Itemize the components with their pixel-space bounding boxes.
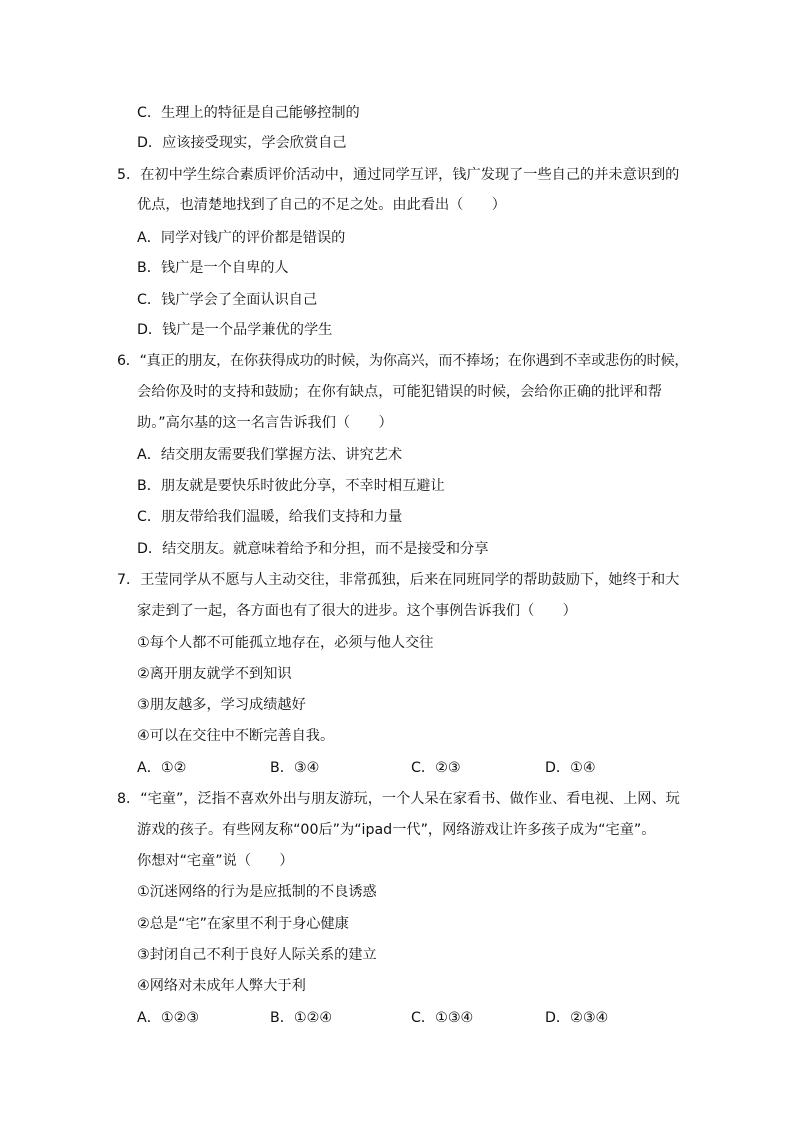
q8-choice-d: D．②③④ <box>545 1010 609 1026</box>
q5-option-a: A．同学对钱广的评价都是错误的 <box>137 230 346 246</box>
q6-stem-line-2: 会给你及时的支持和鼓励；在你有缺点，可能犯错误的时候，会给你正确的批评和帮 <box>137 384 662 400</box>
q7-item-4: ④可以在交往中不断完善自我。 <box>137 728 335 744</box>
q5-option-c: C．钱广学会了全面认识自己 <box>137 292 318 308</box>
q7-choice-b: B．③④ <box>270 760 320 776</box>
q7-item-1: ①每个人都不可能孤立地存在，必须与他人交往 <box>137 635 434 651</box>
q7-choices <box>137 758 596 778</box>
q7-stem-line-1: 7．王莹同学从不愿与人主动交往，非常孤独，后来在同班同学的帮助鼓励下，她终于和大 <box>117 572 680 588</box>
q5-stem-line-2: 优点，也清楚地找到了自己的不足之处。由此看出（ ） <box>137 197 506 213</box>
q8-choice-c: C．①③④ <box>411 1010 474 1026</box>
q8-choice-a: A．①②③ <box>137 1010 200 1026</box>
q6-option-b: B．朋友就是要快乐时彼此分享，不幸时相互避让 <box>137 478 445 494</box>
q8-item-2: ②总是“宅”在家里不利于身心健康 <box>137 916 349 932</box>
q8-stem-line-1: 8．“宅童”，泛指不喜欢外出与朋友游玩，一个人呆在家看书、做作业、看电视、上网、玩 <box>117 791 680 807</box>
q8-choice-b: B．①②④ <box>270 1010 333 1026</box>
q6-stem-line-1: 6．“真正的朋友，在你获得成功的时候，为你高兴，而不捧场；在你遇到不幸或悲伤的时候， <box>117 353 689 369</box>
q4-option-d: D．应该接受现实，学会欣赏自己 <box>137 135 347 151</box>
q5-option-d: D．钱广是一个品学兼优的学生 <box>137 322 333 338</box>
q8-choices <box>137 1008 608 1028</box>
q8-item-4: ④网络对未成年人弊大于利 <box>137 978 306 994</box>
q8-item-1: ①沉迷网络的行为是应抵制的不良诱惑 <box>137 884 377 900</box>
q7-choice-a: A．①② <box>137 760 187 776</box>
q8-item-3: ③封闭自己不利于良好人际关系的建立 <box>137 947 377 963</box>
q5-stem-line-1: 5．在初中学生综合素质评价活动中，通过同学互评，钱广发现了一些自己的并未意识到的 <box>117 167 680 183</box>
q7-choice-c: C．②③ <box>411 760 461 776</box>
q7-stem-line-2: 家走到了一起，各方面也有了很大的进步。这个事例告诉我们（ ） <box>137 603 577 619</box>
q6-option-c: C．朋友带给我们温暖，给我们支持和力量 <box>137 509 403 525</box>
q8-stem-line-3: 你想对“宅童”说（ ） <box>137 853 294 869</box>
q6-option-d: D．结交朋友。就意味着给予和分担，而不是接受和分享 <box>137 541 489 557</box>
q8-stem-line-2: 游戏的孩子。有些网友称“00后”为“ipad一代”，网络游戏让许多孩子成为“宅童”。 <box>137 822 656 838</box>
q7-item-3: ③朋友越多，学习成绩越好 <box>137 697 306 713</box>
q5-option-b: B．钱广是一个自卑的人 <box>137 260 289 276</box>
q7-item-2: ②离开朋友就学不到知识 <box>137 666 292 682</box>
q4-option-c: C．生理上的特征是自己能够控制的 <box>137 105 360 121</box>
q7-choice-d: D．①④ <box>545 760 596 776</box>
q6-option-a: A．结交朋友需要我们掌握方法、讲究艺术 <box>137 447 403 463</box>
q6-stem-line-3: 助。”高尔基的这一名言告诉我们（ ） <box>137 415 393 431</box>
